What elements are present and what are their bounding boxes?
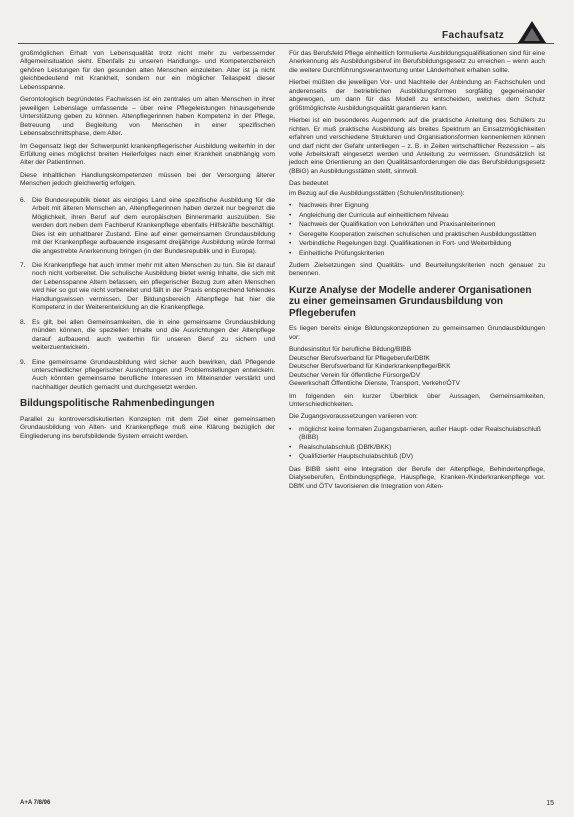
paragraph: Hierbei müßten die jeweiligen Vor- und Nachteile der Anbindung an Fachschulen und anderenseits der betrieblichen Ausbildungsformen sorgfältig gegeneinander abgewogen, um dann für das Modell zu entscheiden, welches dem Schutz größtmöglichste Ausbildungsqualität garantieren kann. [289,79,545,112]
section-heading: Bildungspolitische Rahmenbedingungen [20,398,215,410]
paragraph: Parallel zu kontroversdiskutierten Konzepten mit dem Ziel einer gemeinsamen Grundausbildung von Alten- und Krankenpflege muß eine Klärung bezüglich der Eingliederung ins berufsbildende System erreicht werden. [20,415,275,440]
header-rule [18,43,554,44]
paragraph: Im folgenden ein kurzer Überblick über Aussagen, Gemeinsamkeiten, Unterschiedlichkeiten. [289,392,545,408]
triangle-logo-icon [516,19,548,45]
paragraph: Gerontologisch begründetes Fachwissen ist ein zentrales um alten Menschen in ihrer jeweiligen Lebenslage umfassende – über reine Pflegeleistungen hinausgehende Unterstützung geben zu können. Altenpflegerinnen haben Kompetenz in der Pflege, Betreuung und Begleitung von Menschen in einer spezifischen Lebensabschnittsphase, dem Alter. [20,96,275,138]
paragraph: Hierbei ist ein besonderes Augenmerk auf die praktische Anleitung des Schülers zu richten. Er muß praktische Ausbildung als breites Spektrum an Einsatzmöglichkeiten erfahren und verschiedene Strukturen und Organisationsformen kennenlernen können und darf nicht der Gefahr unterliegen – z. B. in Zeiten wirtschaftlicher Rezession – als volle Arbeitskraft eingesetzt werden und Anleitung zu vermissen. Grundsätzlich ist jedoch eine Orientierung an den Qualitätsanforderungen die das Berufsbildungsgesetz (BBiG) an Ausbildungsstätten stellt, sinnvoll. [289,117,545,175]
access-requirements-list [289,426,545,462]
page-footer [20,800,554,806]
organization-list [289,346,545,388]
item-text: Eine gemeinsame Grundausbildung wird sicher auch bewirken, daß Pflegende unterschiedlicher pflegerischer Ausrichtungen und Problemstellungen entwickeln. Auch könnten gemeinsame berufliche Interessen im Miteinander verstärkt und nachhaltiger deutlich gemacht und durchgesetzt werden. [32,358,275,391]
left-column [20,50,275,445]
list-item: Bundesinstitut für berufliche Bildung/BIBB [289,346,412,354]
paragraph: Diese inhaltlichen Handlungskompetenzen müssen bei der Versorgung älterer Menschen jedoch gleichwertig erfolgen. [20,171,275,188]
section-heading: Kurze Analyse der Modelle anderer Organisationen zu einer gemeinsamen Grundausbildung von Pflegeberufen [289,284,532,319]
numbered-item [20,359,275,393]
item-text: Die Bundesrepublik bietet als einziges Land eine spezifische Ausbildung für die Arbeit mit älteren Menschen an, Altenpflegerinnen haben derzeit nur begrenzt die Möglichkeit, ihren Beruf auf dem europäischen Binnenmarkt auszuüben. Sie werden dort neben dem Fachberuf Krankenpflege ebenfalls Hilfskräfte beschäftigt. Dies ist ein unhaltbarer Zustand. Eine auf einer gemeinsamen Grundausbildung mit der Krankenpflege aufbauende insgesamt dreijährige Ausbildung würde formal die angestrebte Anerkennung bringen (in der Bundesrepublik und in Europa). [32,196,275,255]
item-number: 9. [20,358,26,366]
list-item: • Qualifizierter Hauptschulabschluß (DV) [289,453,545,461]
item-number: 6. [20,196,26,204]
item-text: Die Krankenpflege hat auch immer mehr mit alten Menschen zu tun. Sie ist darauf noch nicht vorbereitet. Die schulische Ausbildung bietet wenig Inhalte, die sich mit der Lebensspanne Altern befassen, ein pflegerischer Bezug zum alten Menschen wird hier so gut wie nicht vorbereitet und fällt in der Praxis entsprechend fehlendes Handlungswissen vermissen. Der Bildungsbereich Altenpflege hat hier die Kompetenz in der Weiterentwicklung an die Krankenpflege. [32,261,275,312]
section-label: Fachaufsatz [442,30,505,41]
item-number: 7. [20,261,26,269]
paragraph: Das BIBB sieht eine Integration der Berufe der Altenpflege, Behindertenpflege, Dialyseberufen, Entbindungspflege, Hauspflege, Kranken-/Kinderkrankenpflege vor. DBfK und ÖTV favorisieren die Integration von Alten- [289,465,545,490]
list-item: Deutscher Verein für öffentliche Fürsorge/DV [289,371,421,379]
paragraph: Zudem Zielsetzungen sind Qualitäts- und Beurteilungskriterien noch genauer zu benennen. [289,261,545,278]
paragraph: Im Gegensatz liegt der Schwerpunkt krankenpflegerischer Ausbildung weiterhin in der Erfüllung eines möglichst breiten Heilerfolges nach einer Krankheit unabhängig vom Alter der Patientinnen. [20,142,275,167]
list-item: • möglichst keine formalen Zugangsbarrieren, außer Haupt- oder Realschulabschluß (BIBB) [289,426,545,443]
item-number: 8. [20,318,26,326]
list-item: • Nachweis ihrer Eignung [289,202,545,210]
list-item: Gewerkschaft Öffentliche Dienste, Transport, Verkehr/ÖTV [289,380,461,388]
numbered-item [20,319,275,353]
list-item: • Angleichung der Curricula auf einheitlichem Niveau [289,212,545,220]
paragraph: Für das Berufsfeld Pflege einheitlich formulierte Ausbildungsqualifikationen sind für eine Anerkennung als Ausbildungsberuf im Berufsbildungsgesetz zu erreichen – wenn auch die weitere Durchführungsverantwortung unter Länderhoheit erhalten sollte. [289,50,545,74]
list-item: • Realschulabschluß (DBfK/BKK) [289,444,545,452]
list-item: • Nachweis der Qualifikation von Lehrkräften und Praxisanleiterinnen [289,221,545,229]
list-item: Deutscher Berufsverband für Pflegeberufe/DBfK [289,354,430,362]
list-item: • Geregelte Kooperation zwischen schulischen und praktischen Ausbildungsstätten [289,231,545,239]
numbered-item [20,262,275,313]
paragraph: Es liegen bereits einige Bildungskonzeptionen zu gemeinsamen Grundausbildungen vor: [289,325,545,341]
paragraph: großmöglichen Erhalt von Lebensqualität trotz nicht mehr zu verbessernder Allgemeinsituation sieht. Ebenfalls zu unseren Handlungs- und Kompetenzbereich gehören Leistungen für den gesunden alten Menschen einzuleiten. Alter ist ja nicht gleichbedeutend mit Krankheit, sondern nur ein möglicher Teilaspekt dieser Lebensspanne. [20,50,275,91]
list-item: • Verbindliche Regelungen bzgl. Qualifikationen in Fort- und Weiterbildung [289,240,545,248]
item-text: Es gilt, bei allen Gemeinsamkeiten, die in eine gemeinsame Grundausbildung münden können, die speziellen Inhalte und die Ausrichtungen der Altenpflege darauf aufbauend auch weiterhin für unseren Beruf zu sichern und weiterzuentwickeln. [32,318,275,352]
numbered-item [20,197,275,256]
page-number: 15 [546,800,554,807]
right-column [289,50,545,495]
requirements-list [289,202,545,258]
paragraph: im Bezug auf die Ausbildungsstätten (Schulen/Institutionen): [289,189,465,197]
paragraph: Das bedeutet [289,180,329,188]
list-item: Deutscher Berufsverband für Kinderkrankenpflege/BKK [289,363,451,371]
list-item: • Einheitliche Prüfungskriterien [289,250,545,258]
magazine-issue: A+A 7/8/96 [20,800,51,806]
paragraph: Die Zugangsvoraussetzungen variieren von: [289,413,419,421]
